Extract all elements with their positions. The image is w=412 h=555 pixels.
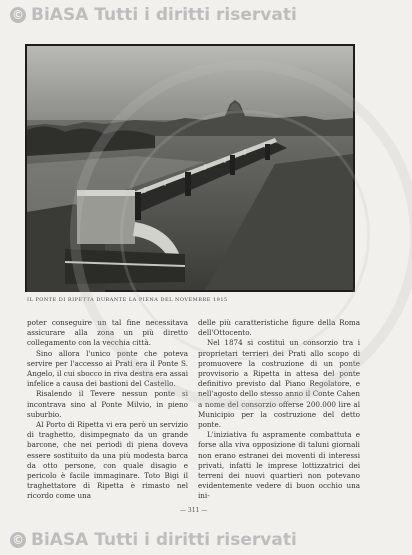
paragraph: poter conseguire un tal fine necessitava assicurare alla zona un più diretto collegamento con la vecchia città. <box>27 318 188 348</box>
photo-caption: IL PONTE DI RIPETTA DURANTE LA PIENA DEL NOVEMBRE 1915 <box>27 297 228 303</box>
watermark-bottom <box>0 525 412 555</box>
watermark-top <box>0 0 412 30</box>
paragraph: Risalendo il Tevere nessun ponte si incontrava sino al Ponte Milvio, in pieno suburbio. <box>27 389 188 419</box>
copyright-icon: © <box>12 533 24 547</box>
paragraph: Nel 1874 si costituì un consorzio tra i proprietari terrieri dei Prati allo scopo di promuovere la costruzione di un ponte provvisorio a Ripetta in attesa del ponte definitivo previsto dal Piano Regolatore, e nell'agosto dello stesso anno il Conte Cahen a nome del consorzio offerse 200.000 lire al Municipio per la costruzione del detto ponte. <box>198 338 360 430</box>
paragraph: Sino allora l'unico ponte che poteva servire per l'accesso ai Prati era il Ponte S. Angelo, il cui sbocco in riva destra era assai infelice a causa dei bastioni del Castello. <box>27 348 188 389</box>
page-number: — 311 — <box>180 507 208 514</box>
paragraph: L'iniziativa fu aspramente combattuta e forse alla viva opposizione di taluni giornali non erano estranei dei moventi di interessi privati, infatti le imprese lottizzatrici dei terreni dei nuovi quartieri non potevano evidentemente vedere di buon occhio una ini- <box>198 430 360 501</box>
paragraph: Al Porto di Ripetta vi era però un servizio di traghetto, disimpegnato da un grande barcone, che nei periodi di piena doveva essere sostituito da una più modesta barca da otto persone, con quale disagio e pericolo è facile immaginare. Toto Bigi il traghettatore di Ripetta è rimasto nel ricordo come una <box>27 420 188 501</box>
watermark-text: BiASA Tutti i diritti riservati <box>31 530 297 550</box>
copyright-icon: © <box>12 8 24 22</box>
text-column-right <box>198 318 360 502</box>
watermark-text: BiASA Tutti i diritti riservati <box>31 5 297 25</box>
paragraph: delle più caratteristiche figure della Roma dell'Ottocento. <box>198 318 360 338</box>
text-column-left <box>27 318 188 502</box>
bridge-photograph <box>25 44 355 292</box>
